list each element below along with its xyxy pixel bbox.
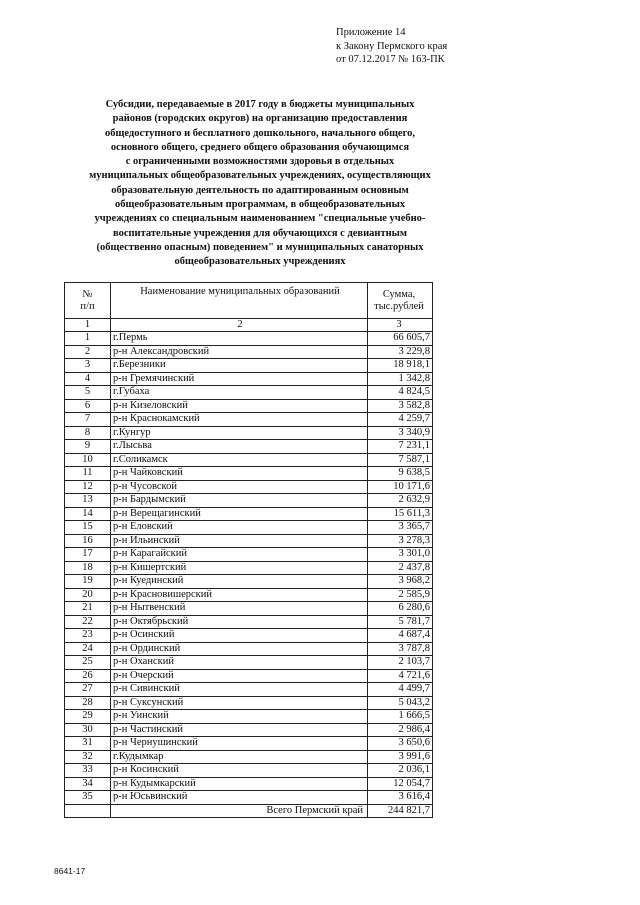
row-sum: 7 587,1 bbox=[368, 453, 433, 467]
table-row bbox=[65, 480, 433, 494]
row-number: 22 bbox=[65, 615, 111, 629]
row-name: р-н Чернушинский bbox=[111, 737, 368, 751]
table-row bbox=[65, 588, 433, 602]
row-name: г.Пермь bbox=[111, 332, 368, 346]
row-name: р-н Кизеловский bbox=[111, 399, 368, 413]
row-number: 6 bbox=[65, 399, 111, 413]
row-sum: 4 824,5 bbox=[368, 386, 433, 400]
row-number: 19 bbox=[65, 575, 111, 589]
row-number: 29 bbox=[65, 710, 111, 724]
table-row bbox=[65, 561, 433, 575]
row-number: 25 bbox=[65, 656, 111, 670]
row-sum: 3 787,8 bbox=[368, 642, 433, 656]
row-number: 16 bbox=[65, 534, 111, 548]
row-sum: 3 365,7 bbox=[368, 521, 433, 535]
row-number: 4 bbox=[65, 372, 111, 386]
row-sum: 2 986,4 bbox=[368, 723, 433, 737]
title-line: муниципальных общеобразовательных учреждениях, осуществляющих bbox=[89, 170, 431, 182]
row-name: р-н Суксунский bbox=[111, 696, 368, 710]
table-row bbox=[65, 548, 433, 562]
table-row bbox=[65, 575, 433, 589]
appendix-number: Приложение 14 bbox=[336, 27, 406, 38]
title-line: общеобразовательных учреждениях bbox=[174, 256, 346, 268]
row-number: 24 bbox=[65, 642, 111, 656]
header-sum: Сумма, тыс.рублей bbox=[368, 283, 433, 319]
row-name: г.Кудымкар bbox=[111, 750, 368, 764]
row-number: 10 bbox=[65, 453, 111, 467]
row-number: 35 bbox=[65, 791, 111, 805]
row-number: 11 bbox=[65, 467, 111, 481]
row-sum: 10 171,6 bbox=[368, 480, 433, 494]
title-line: районов (городских округов) на организацию предоставления bbox=[112, 113, 408, 125]
table-row bbox=[65, 737, 433, 751]
total-sum: 244 821,7 bbox=[368, 804, 433, 818]
table-row bbox=[65, 359, 433, 373]
row-sum: 3 229,8 bbox=[368, 345, 433, 359]
row-name: р-н Нытвенский bbox=[111, 602, 368, 616]
title-line: учреждениях со специальным наименованием "специальные учебно- bbox=[94, 213, 426, 225]
row-number: 28 bbox=[65, 696, 111, 710]
row-sum: 3 301,0 bbox=[368, 548, 433, 562]
row-name: р-н Очерский bbox=[111, 669, 368, 683]
title-line: с ограниченными возможностями здоровья в отдельных bbox=[125, 156, 395, 168]
table-row bbox=[65, 386, 433, 400]
row-number: 27 bbox=[65, 683, 111, 697]
row-number: 23 bbox=[65, 629, 111, 643]
table-row bbox=[65, 696, 433, 710]
row-sum: 3 616,4 bbox=[368, 791, 433, 805]
row-number: 33 bbox=[65, 764, 111, 778]
row-name: р-н Юсьвинский bbox=[111, 791, 368, 805]
row-sum: 2 437,8 bbox=[368, 561, 433, 575]
table-row bbox=[65, 629, 433, 643]
row-name: р-н Александровский bbox=[111, 345, 368, 359]
row-number: 12 bbox=[65, 480, 111, 494]
row-sum: 6 280,6 bbox=[368, 602, 433, 616]
title-line: Субсидии, передаваемые в 2017 году в бюджеты муниципальных bbox=[105, 99, 415, 110]
table-row bbox=[65, 750, 433, 764]
row-sum: 7 231,1 bbox=[368, 440, 433, 454]
row-name: р-н Чайковский bbox=[111, 467, 368, 481]
row-sum: 3 650,6 bbox=[368, 737, 433, 751]
row-number: 3 bbox=[65, 359, 111, 373]
column-number: 1 bbox=[65, 319, 111, 332]
title-line: воспитательные учреждения для обучающихся с девиантным bbox=[112, 227, 408, 239]
appendix-date: от 07.12.2017 № 163-ПК bbox=[336, 54, 445, 65]
row-number: 8 bbox=[65, 426, 111, 440]
table-row bbox=[65, 372, 433, 386]
row-name: р-н Частинский bbox=[111, 723, 368, 737]
column-number: 2 bbox=[111, 319, 368, 332]
row-number: 13 bbox=[65, 494, 111, 508]
table-row bbox=[65, 453, 433, 467]
table-row bbox=[65, 426, 433, 440]
row-sum: 2 036,1 bbox=[368, 764, 433, 778]
table-row bbox=[65, 440, 433, 454]
row-sum: 2 632,9 bbox=[368, 494, 433, 508]
row-number: 18 bbox=[65, 561, 111, 575]
document-title bbox=[60, 98, 460, 270]
row-number: 32 bbox=[65, 750, 111, 764]
table-row bbox=[65, 494, 433, 508]
row-sum: 3 340,9 bbox=[368, 426, 433, 440]
table-row bbox=[65, 764, 433, 778]
row-number: 21 bbox=[65, 602, 111, 616]
footer-code: 8641-17 bbox=[54, 866, 86, 876]
row-name: р-н Куединский bbox=[111, 575, 368, 589]
table-row bbox=[65, 602, 433, 616]
table-row bbox=[65, 399, 433, 413]
row-number: 26 bbox=[65, 669, 111, 683]
row-number: 17 bbox=[65, 548, 111, 562]
row-name: р-н Краснокамский bbox=[111, 413, 368, 427]
row-sum: 2 585,9 bbox=[368, 588, 433, 602]
row-name: р-н Кишертский bbox=[111, 561, 368, 575]
row-name: р-н Карагайский bbox=[111, 548, 368, 562]
row-sum: 4 259,7 bbox=[368, 413, 433, 427]
table-row bbox=[65, 669, 433, 683]
column-number-row bbox=[65, 319, 433, 332]
row-name: г.Лысьва bbox=[111, 440, 368, 454]
row-number: 30 bbox=[65, 723, 111, 737]
row-name: р-н Косинский bbox=[111, 764, 368, 778]
row-name: р-н Верещагинский bbox=[111, 507, 368, 521]
row-name: р-н Еловский bbox=[111, 521, 368, 535]
table-row bbox=[65, 656, 433, 670]
row-sum: 4 499,7 bbox=[368, 683, 433, 697]
appendix-law: к Закону Пермского края bbox=[336, 40, 448, 52]
row-number: 2 bbox=[65, 345, 111, 359]
appendix-header bbox=[336, 26, 447, 67]
row-name: р-н Ординский bbox=[111, 642, 368, 656]
title-line: общедоступного и бесплатного дошкольного, начального общего, bbox=[105, 127, 415, 139]
title-line: основного общего, среднего общего образования обучающимся bbox=[110, 141, 410, 153]
row-name: р-н Осинский bbox=[111, 629, 368, 643]
row-sum: 4 721,6 bbox=[368, 669, 433, 683]
row-number: 5 bbox=[65, 386, 111, 400]
total-label: Всего Пермский край bbox=[111, 804, 368, 818]
row-number: 15 bbox=[65, 521, 111, 535]
row-name: р-н Ильинский bbox=[111, 534, 368, 548]
row-number: 1 bbox=[65, 332, 111, 346]
row-name: р-н Сивинский bbox=[111, 683, 368, 697]
row-sum: 9 638,5 bbox=[368, 467, 433, 481]
row-sum: 5 781,7 bbox=[368, 615, 433, 629]
header-name: Наименование муниципальных образований bbox=[111, 283, 368, 319]
subsidy-table bbox=[64, 282, 433, 818]
total-row bbox=[65, 804, 433, 818]
row-sum: 3 991,6 bbox=[368, 750, 433, 764]
header-number: № п/п bbox=[65, 283, 111, 319]
row-name: р-н Гремячинский bbox=[111, 372, 368, 386]
row-sum: 2 103,7 bbox=[368, 656, 433, 670]
row-name: р-н Оханский bbox=[111, 656, 368, 670]
row-name: р-н Кудымкарский bbox=[111, 777, 368, 791]
row-sum: 5 043,2 bbox=[368, 696, 433, 710]
row-number: 34 bbox=[65, 777, 111, 791]
row-number: 7 bbox=[65, 413, 111, 427]
row-number: 31 bbox=[65, 737, 111, 751]
row-sum: 3 582,8 bbox=[368, 399, 433, 413]
title-line: образовательную деятельность по адаптированным основным bbox=[111, 184, 409, 196]
title-line: (общественно опасным) поведением" и муниципальных санаторных bbox=[96, 241, 424, 253]
table-row bbox=[65, 723, 433, 737]
table-row bbox=[65, 521, 433, 535]
row-name: р-н Бардымский bbox=[111, 494, 368, 508]
row-name: р-н Уинский bbox=[111, 710, 368, 724]
title-line: общеобразовательным программам, в общеобразовательных bbox=[114, 199, 406, 211]
table-header-row bbox=[65, 283, 433, 319]
table-row bbox=[65, 615, 433, 629]
row-sum: 1 342,8 bbox=[368, 372, 433, 386]
row-sum: 18 918,1 bbox=[368, 359, 433, 373]
row-number: 14 bbox=[65, 507, 111, 521]
table-row bbox=[65, 710, 433, 724]
row-number: 9 bbox=[65, 440, 111, 454]
column-number: 3 bbox=[368, 319, 433, 332]
row-name: р-н Октябрьский bbox=[111, 615, 368, 629]
table-row bbox=[65, 332, 433, 346]
row-name: г.Кунгур bbox=[111, 426, 368, 440]
row-name: г.Соликамск bbox=[111, 453, 368, 467]
table-row bbox=[65, 534, 433, 548]
table-row bbox=[65, 345, 433, 359]
row-name: р-н Красновишерский bbox=[111, 588, 368, 602]
row-sum: 4 687,4 bbox=[368, 629, 433, 643]
total-blank bbox=[65, 804, 111, 818]
row-sum: 66 605,7 bbox=[368, 332, 433, 346]
table-row bbox=[65, 507, 433, 521]
table-row bbox=[65, 791, 433, 805]
row-sum: 15 611,3 bbox=[368, 507, 433, 521]
row-name: г.Губаха bbox=[111, 386, 368, 400]
row-sum: 12 054,7 bbox=[368, 777, 433, 791]
table-row bbox=[65, 413, 433, 427]
row-sum: 3 968,2 bbox=[368, 575, 433, 589]
row-sum: 1 666,5 bbox=[368, 710, 433, 724]
table-row bbox=[65, 777, 433, 791]
row-number: 20 bbox=[65, 588, 111, 602]
table-row bbox=[65, 683, 433, 697]
table-row bbox=[65, 642, 433, 656]
table-row bbox=[65, 467, 433, 481]
row-name: р-н Чусовской bbox=[111, 480, 368, 494]
row-sum: 3 278,3 bbox=[368, 534, 433, 548]
row-name: г.Березники bbox=[111, 359, 368, 373]
